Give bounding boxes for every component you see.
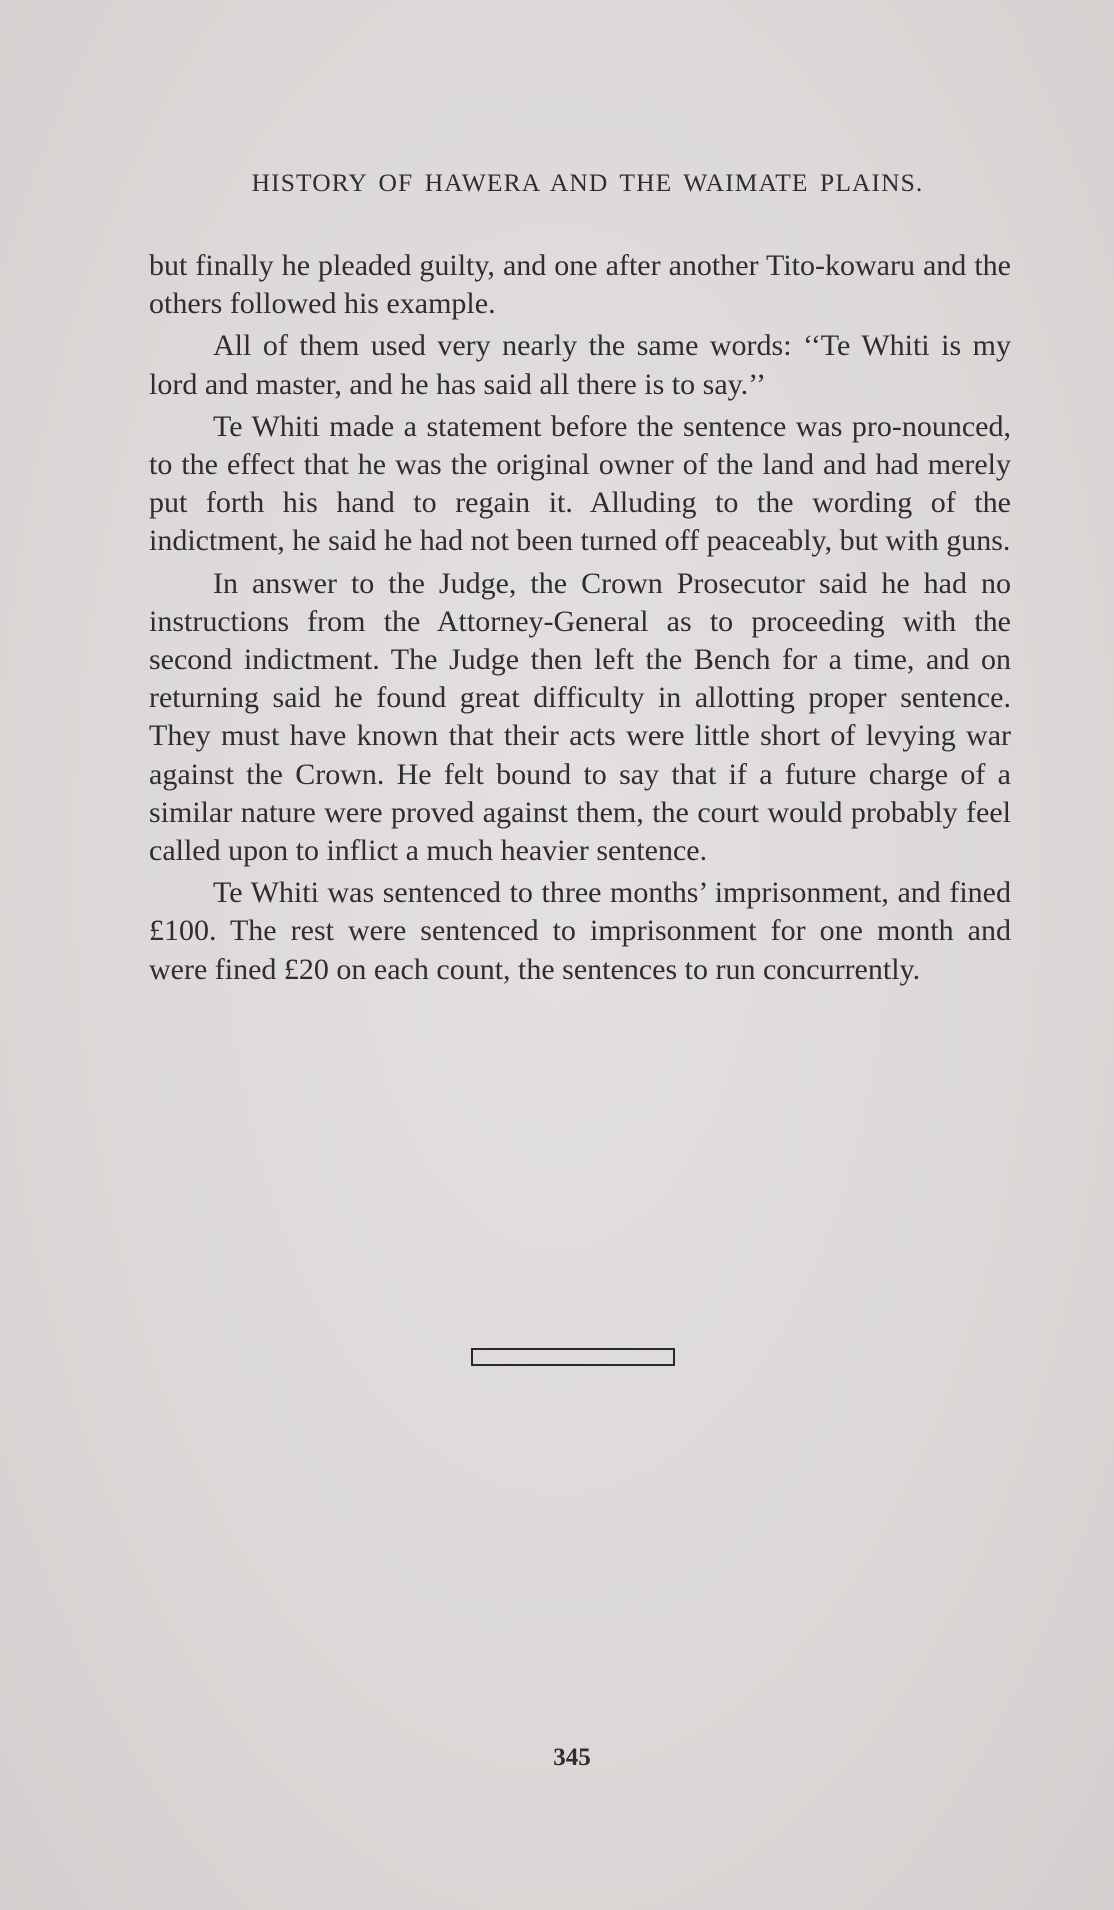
- paragraph-4: In answer to the Judge, the Crown Prosecutor said he had no instructions from the Attorney-General as to proceeding with the second indictment. The Judge then left the Bench for a time, and on returning said he found great difficulty in allotting proper sentence. They must have known that their acts were little short of levying war against the Crown. He felt bound to say that if a future charge of a similar nature were proved against them, the court would probably feel called upon to inflict a much heavier sentence.: [149, 566, 1011, 868]
- running-head: HISTORY OF HAWERA AND THE WAIMATE PLAINS.: [251, 168, 924, 197]
- page-number: 345: [553, 1744, 591, 1771]
- paragraph-2: All of them used very nearly the same words: ‘‘Te Whiti is my lord and master, and he has said all there is to say.’’: [149, 329, 1011, 401]
- paragraph-5: Te Whiti was sentenced to three months’ imprisonment, and fined £100. The rest were sentenced to imprisonment for one month and were fined £20 on each count, the sentences to run concurrently.: [149, 876, 1011, 986]
- body-text: [149, 247, 1011, 993]
- paragraph-1: but finally he pleaded guilty, and one after another Tito-kowaru and the others followed his example.: [149, 249, 1011, 321]
- section-end-rule: [471, 1348, 675, 1366]
- paragraph-3: Te Whiti made a statement before the sentence was pro-nounced, to the effect that he was the original owner of the land and had merely put forth his hand to regain it. Alluding to the wording of the indictment, he said he had not been turned off peaceably, but with guns.: [149, 409, 1011, 558]
